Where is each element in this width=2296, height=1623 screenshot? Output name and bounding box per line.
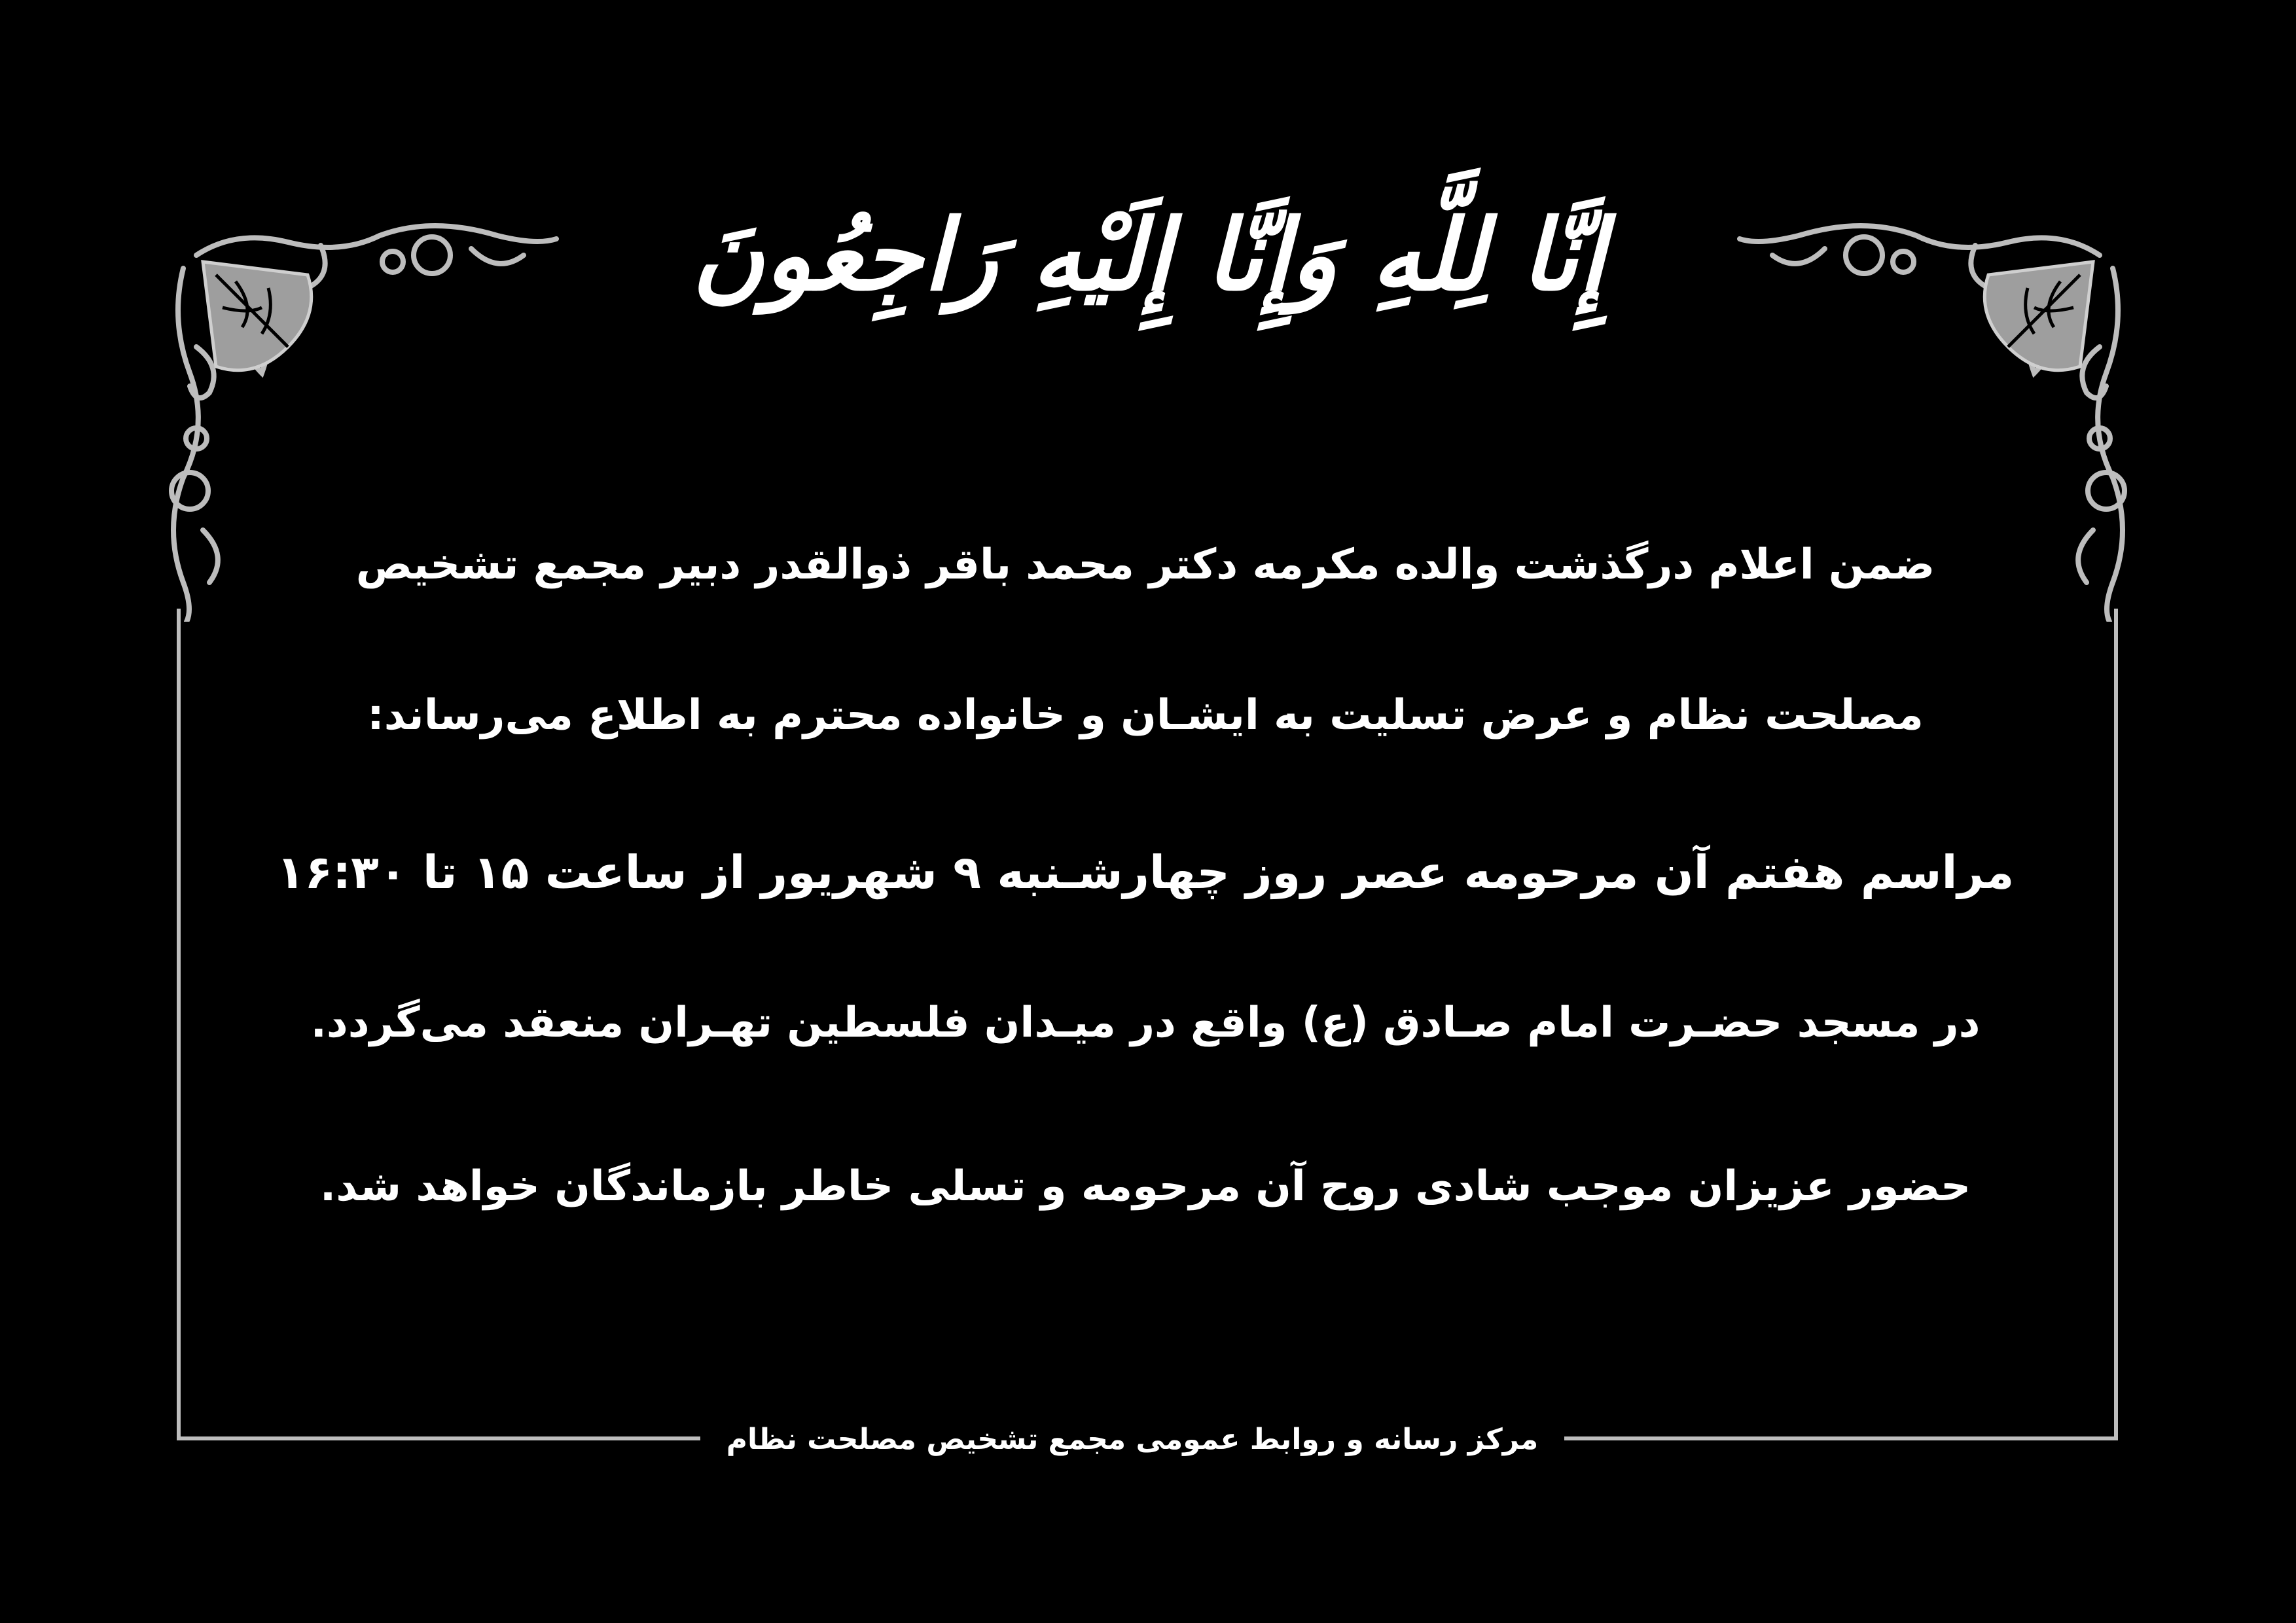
announcement-line-5: حضور عزیزان موجب شادی روح آن مرحومه و تسلی خاطر بازماندگان خواهد شد. [319, 1162, 1971, 1211]
footer-signature: مرکز رسانه و روابط عمومی مجمع تشخیص مصلحت نظام [726, 1423, 1539, 1456]
frame-left-border [177, 609, 181, 1440]
frame-right-border [2114, 609, 2118, 1440]
announcement-line-2: مصلحت نظام و عرض تسلیت به ایشـان و خانواده محترم به اطلاع می‌رساند: [367, 691, 1924, 740]
quranic-verse-calligraphy: إِنَّا لِلَّهِ وَإِنَّا إِلَيْهِ رَاجِعُونَ [692, 198, 1605, 313]
announcement-line-3: مراسم هفتم آن مرحومه عصر روز چهارشـنبه ۹ شهریور از ساعت ۱۵ تا ۱۶:۳۰ [276, 846, 2015, 899]
announcement-line-4: در مسجد حضـرت امام صـادق (ع) واقع در میـدان فلسطین تهـران منعقد می‌گردد. [310, 999, 1981, 1047]
frame-bottom-border-right [1564, 1436, 2118, 1440]
frame-bottom-border-left [177, 1436, 700, 1440]
announcement-line-1: ضمن اعلام درگذشت والده مکرمه دکتر محمد باقر ذوالقدر دبیر مجمع تشخیص [355, 541, 1935, 589]
